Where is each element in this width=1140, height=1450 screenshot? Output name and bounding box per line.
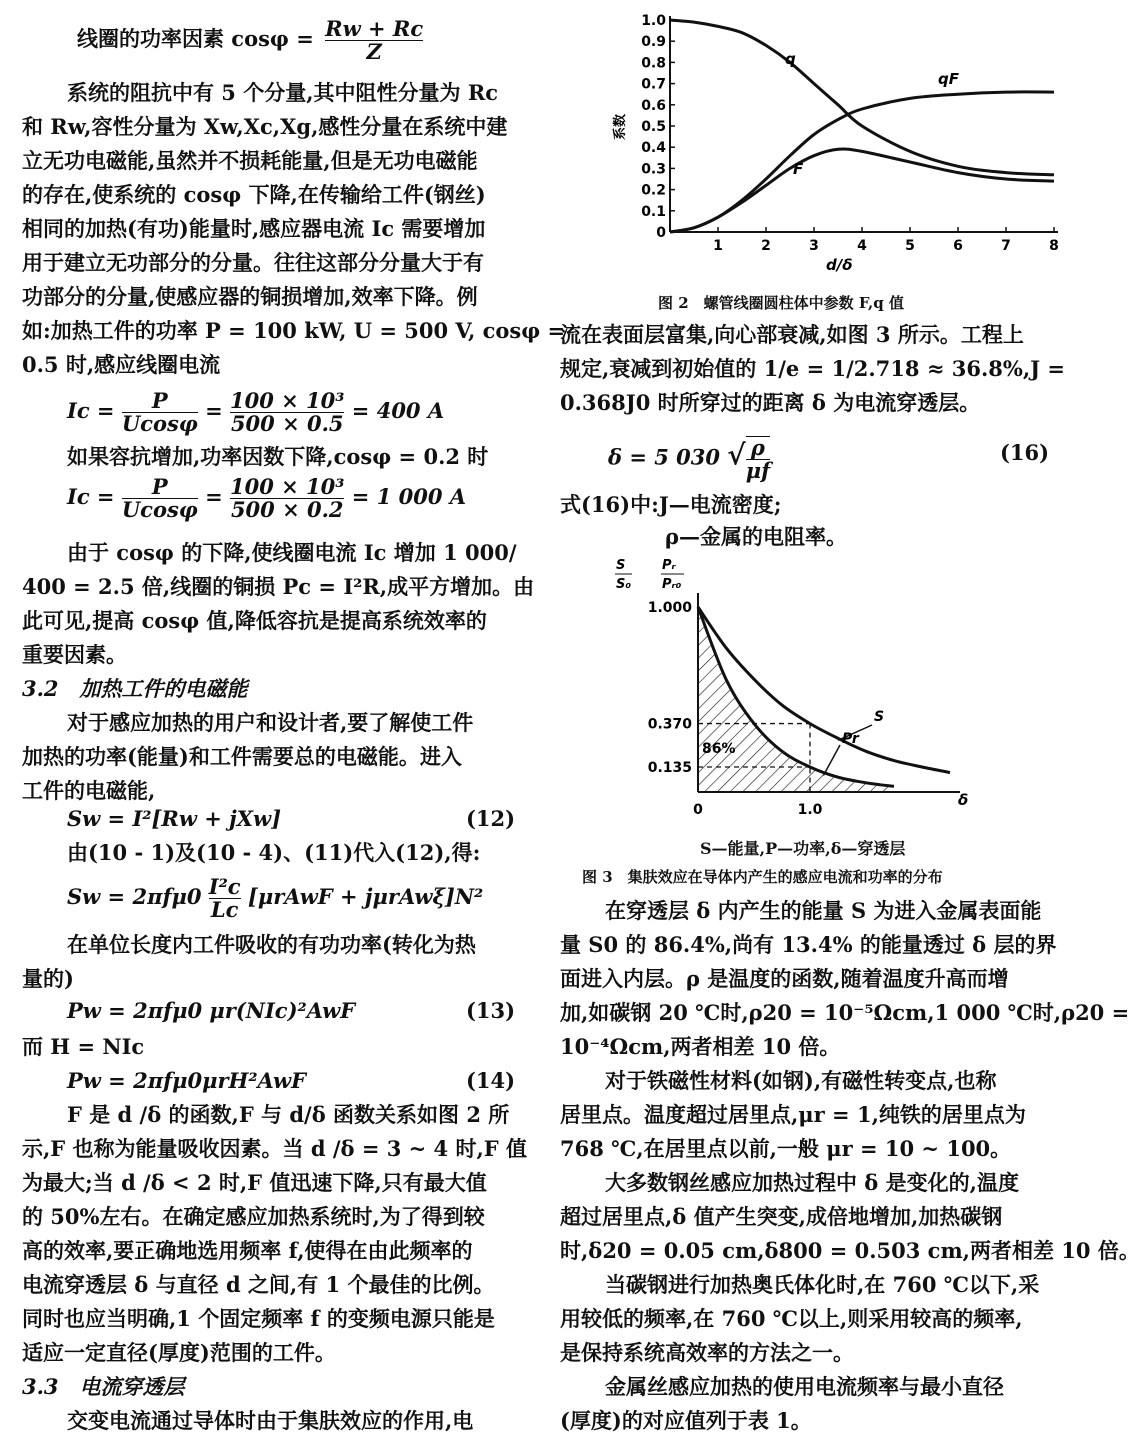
- fig2-label-qF: qF: [938, 70, 959, 88]
- paragraph-line: 量的): [22, 966, 74, 991]
- paragraph-line: 重要因素。: [22, 642, 127, 667]
- fig2-xtick-label: 8: [1049, 238, 1059, 254]
- paragraph-line: 此可见,提高 cosφ 值,降低容抗是提高系统效率的: [22, 608, 487, 633]
- paragraph-line: 如果容抗增加,功率因数下降,cosφ = 0.2 时: [67, 444, 489, 469]
- fig2-xlabel: d/δ: [826, 256, 853, 274]
- fig2-ytick-label: 0.4: [641, 140, 666, 157]
- paragraph-line: 示,F 也称为能量吸收因素。当 d /δ = 3 ~ 4 时,F 值: [22, 1136, 528, 1161]
- fig3-xlabel: δ: [958, 791, 969, 809]
- paragraph-line: 适应一定直径(厚度)范围的工件。: [22, 1340, 336, 1365]
- paragraph-line: 电流穿透层 δ 与直径 d 之间,有 1 个最佳的比例。: [22, 1272, 495, 1297]
- paragraph-line: 在穿透层 δ 内产生的能量 S 为进入金属表面能: [605, 898, 1042, 923]
- paragraph-line: 功部分的分量,使感应器的铜损增加,效率下降。例: [22, 284, 478, 309]
- paragraph-line: 400 = 2.5 倍,线圈的铜损 Pc = I²R,成平方增加。由: [22, 574, 535, 599]
- equation-12: Sw = I²[Rw + jXw]: [67, 806, 282, 831]
- paragraph-line: 用较低的频率,在 760 ℃以上,则采用较高的频率,: [560, 1306, 1023, 1331]
- fig3-xtick-label: 0: [693, 802, 703, 818]
- fig2-label-q: q: [785, 50, 796, 68]
- equation-number-12: (12): [466, 806, 516, 831]
- fig2-ytick-label: 0.6: [641, 97, 666, 114]
- fig2-ytick-label: 0.1: [641, 203, 666, 220]
- fig2-ytick-label: 0.7: [641, 76, 666, 93]
- fig2-ytick-label: 0: [656, 225, 666, 241]
- paragraph-line: 对于铁磁性材料(如钢),有磁性转变点,也称: [605, 1068, 997, 1093]
- fig3-hatch-region: [698, 607, 894, 792]
- equation-number-16: (16): [1000, 440, 1050, 465]
- paragraph-line: 流在表面层富集,向心部衰减,如图 3 所示。工程上: [560, 322, 1024, 347]
- fig2-xtick-label: 7: [1001, 238, 1011, 254]
- paragraph-line: 对于感应加热的用户和设计者,要了解使工件: [67, 710, 474, 735]
- paragraph-line: 为最大;当 d /δ < 2 时,F 值迅速下降,只有最大值: [22, 1170, 487, 1195]
- fig3-label-s: S: [874, 709, 885, 725]
- fig3-label-pr: Pr: [842, 731, 859, 747]
- fig2-series-F: [670, 149, 1054, 232]
- paragraph-line: 系统的阻抗中有 5 个分量,其中阻性分量为 Rc: [67, 80, 499, 105]
- paragraph-line: 而 H = NIc: [22, 1034, 145, 1059]
- figure-2-caption: 图 2 螺管线圈圆柱体中参数 F,q 值: [658, 294, 904, 312]
- equation-13: Pw = 2πfμ0 μr(NIc)²AwF: [67, 998, 356, 1023]
- fig2-ylabel: 系数: [613, 113, 628, 140]
- figure-2-chart: [610, 8, 1070, 278]
- figure-3-legend: S—能量,P—功率,δ—穿透层: [700, 839, 906, 858]
- paragraph-line: 大多数钢丝感应加热过程中 δ 是变化的,温度: [605, 1170, 1019, 1195]
- paragraph-line: 0.5 时,感应线圈电流: [22, 352, 221, 377]
- equation-16: δ = 5 030 √ $\frac{\rho}{\mu f}$: [608, 435, 771, 483]
- fig2-axes: [670, 16, 1058, 232]
- paragraph-line: 10⁻⁴Ωcm,两者相差 10 倍。: [560, 1034, 841, 1059]
- paragraph-line: ρ—金属的电阻率。: [665, 524, 847, 549]
- fig2-ytick-label: 1.0: [641, 13, 666, 29]
- paragraph-line: 768 ℃,在居里点以前,一般 μr = 10 ~ 100。: [560, 1136, 1012, 1161]
- fig3-ytick-label: 1.000: [647, 600, 692, 616]
- section-heading-3-3: 3.3 电流穿透层: [22, 1374, 185, 1399]
- paragraph-line: 如:加热工件的功率 P = 100 kW, U = 500 V, cosφ =: [22, 318, 566, 343]
- paragraph-line: 同时也应当明确,1 个固定频率 f 的变频电源只能是: [22, 1306, 495, 1331]
- figure-3-chart: [610, 555, 1040, 825]
- equation-current-2: Ic = $\frac{P}{Ucos\varphi}$ = $\frac{\text{100 × 10³}}{500 \times 0.2}$ = 1 000 A: [67, 474, 467, 522]
- paragraph-line: 式(16)中:J—电流密度;: [560, 492, 782, 517]
- equation-number-14: (14): [466, 1068, 516, 1093]
- paragraph-line: 时,δ20 = 0.05 cm,δ800 = 0.503 cm,两者相差 10 倍。: [560, 1238, 1140, 1263]
- paragraph-line: 的存在,使系统的 cosφ 下降,在传输给工件(钢丝): [22, 182, 486, 207]
- paragraph-line: 相同的加热(有功)能量时,感应器电流 Ic 需要增加: [22, 216, 486, 241]
- fig2-ytick-label: 0.3: [641, 161, 666, 178]
- fig2-lines: [670, 20, 1054, 232]
- fig2-xtick-label: 5: [905, 238, 915, 254]
- fig2-ytick-label: 0.9: [641, 34, 666, 51]
- paragraph-line: 在单位长度内工件吸收的有功功率(转化为热: [67, 932, 476, 957]
- paragraph-line: 由(10 - 1)及(10 - 4)、(11)代入(12),得:: [67, 840, 481, 865]
- fig2-label-F: F: [793, 160, 804, 178]
- paragraph-line: 居里点。温度超过居里点,μr = 1,纯铁的居里点为: [560, 1102, 1026, 1127]
- fig3-annotation: 86%: [702, 741, 736, 757]
- fig2-ytick-label: 0.2: [641, 182, 666, 199]
- paragraph-line: 金属丝感应加热的使用电流频率与最小直径: [605, 1374, 1004, 1399]
- paragraph-line: 加,如碳钢 20 ℃时,ρ20 = 10⁻⁵Ωcm,1 000 ℃时,ρ20 =: [560, 1000, 1130, 1025]
- equation-14: Pw = 2πfμ0μrH²AwF: [67, 1068, 306, 1093]
- power-factor-fraction: $\frac{Rw + Rc}{Z}$: [325, 16, 424, 64]
- paragraph-line: 加热的功率(能量)和工件需要总的电磁能。进入: [22, 744, 462, 769]
- paragraph-line: 立无功电磁能,虽然并不损耗能量,但是无功电磁能: [22, 148, 478, 173]
- paragraph-line: 由于 cosφ 的下降,使线圈电流 Ic 增加 1 000/: [67, 540, 517, 565]
- fig3-hatched-area: [698, 607, 894, 792]
- figure-3-caption: 图 3 集肤效应在导体内产生的感应电流和功率的分布: [582, 868, 943, 886]
- svg-text:Pᵣ₀: Pᵣ₀: [662, 577, 682, 592]
- fig3-ylabel-p: Pᵣ: [662, 558, 676, 573]
- paragraph-line: 的 50%左右。在确定感应加热系统时,为了得到较: [22, 1204, 485, 1229]
- fig2-xtick-label: 2: [761, 238, 771, 254]
- paragraph-line: 规定,衰减到初始值的 1/e = 1/2.718 ≈ 36.8%,J =: [560, 356, 1065, 381]
- paragraph-line: 和 Rw,容性分量为 Xw,Xc,Xg,感性分量在系统中建: [22, 114, 508, 139]
- paragraph-line: 用于建立无功部分的分量。往往这部分分量大于有: [22, 250, 484, 275]
- equation-number-13: (13): [466, 998, 516, 1023]
- fig2-ticks: [641, 13, 1059, 254]
- fig3-ytick-label: 0.370: [647, 716, 692, 733]
- paragraph-line: (厚度)的对应值列于表 1。: [560, 1408, 812, 1433]
- fig2-xtick-label: 3: [809, 238, 819, 254]
- equation-sw: Sw = 2πfμ0 $\frac{\text{I²c}}{Lc}$ [μrAwF + jμrAwξ]N²: [67, 874, 484, 922]
- paragraph-line: 当碳钢进行加热奥氏体化时,在 760 ℃以下,采: [605, 1272, 1040, 1297]
- fig3-ylabel-s: S: [616, 558, 626, 573]
- fig2-ytick-label: 0.5: [641, 119, 666, 135]
- fig2-xtick-label: 1: [713, 238, 723, 254]
- fig3-leader-pr: [823, 745, 840, 776]
- section-heading-3-2: 3.2 加热工件的电磁能: [22, 676, 248, 701]
- paragraph-line: 0.368J0 时所穿过的距离 δ 为电流穿透层。: [560, 390, 981, 415]
- fig3-ytick-label: 0.135: [647, 760, 692, 777]
- fig2-xtick-label: 6: [953, 238, 963, 254]
- power-factor-formula: 线圈的功率因素 cosφ = $\frac{Rw + Rc}{Z}$: [77, 16, 424, 64]
- paragraph-line: F 是 d /δ 的函数,F 与 d/δ 函数关系如图 2 所: [67, 1102, 510, 1127]
- paragraph-line: 交变电流通过导体时由于集肤效应的作用,电: [67, 1408, 474, 1433]
- svg-text:S₀: S₀: [616, 577, 632, 592]
- fig3-xtick-label: 1.0: [797, 802, 823, 818]
- paragraph-line: 量 S0 的 86.4%,尚有 13.4% 的能量透过 δ 层的界: [560, 932, 1057, 957]
- fig2-ytick-label: 0.8: [641, 55, 666, 72]
- equation-current-1: Ic = $\frac{P}{Ucos\varphi}$ = $\frac{\text{100 × 10³}}{500 \times 0.5}$ = 400 A: [67, 388, 445, 436]
- paragraph-line: 面进入内层。ρ 是温度的函数,随着温度升高而增: [560, 966, 1009, 991]
- paragraph-line: 工件的电磁能,: [22, 778, 156, 803]
- fig2-xtick-label: 4: [857, 238, 867, 254]
- paragraph-line: 高的效率,要正确地选用频率 f,使得在由此频率的: [22, 1238, 473, 1263]
- paragraph-line: 是保持系统高效率的方法之一。: [560, 1340, 854, 1365]
- paragraph-line: 超过居里点,δ 值产生突变,成倍地增加,加热碳钢: [560, 1204, 1003, 1229]
